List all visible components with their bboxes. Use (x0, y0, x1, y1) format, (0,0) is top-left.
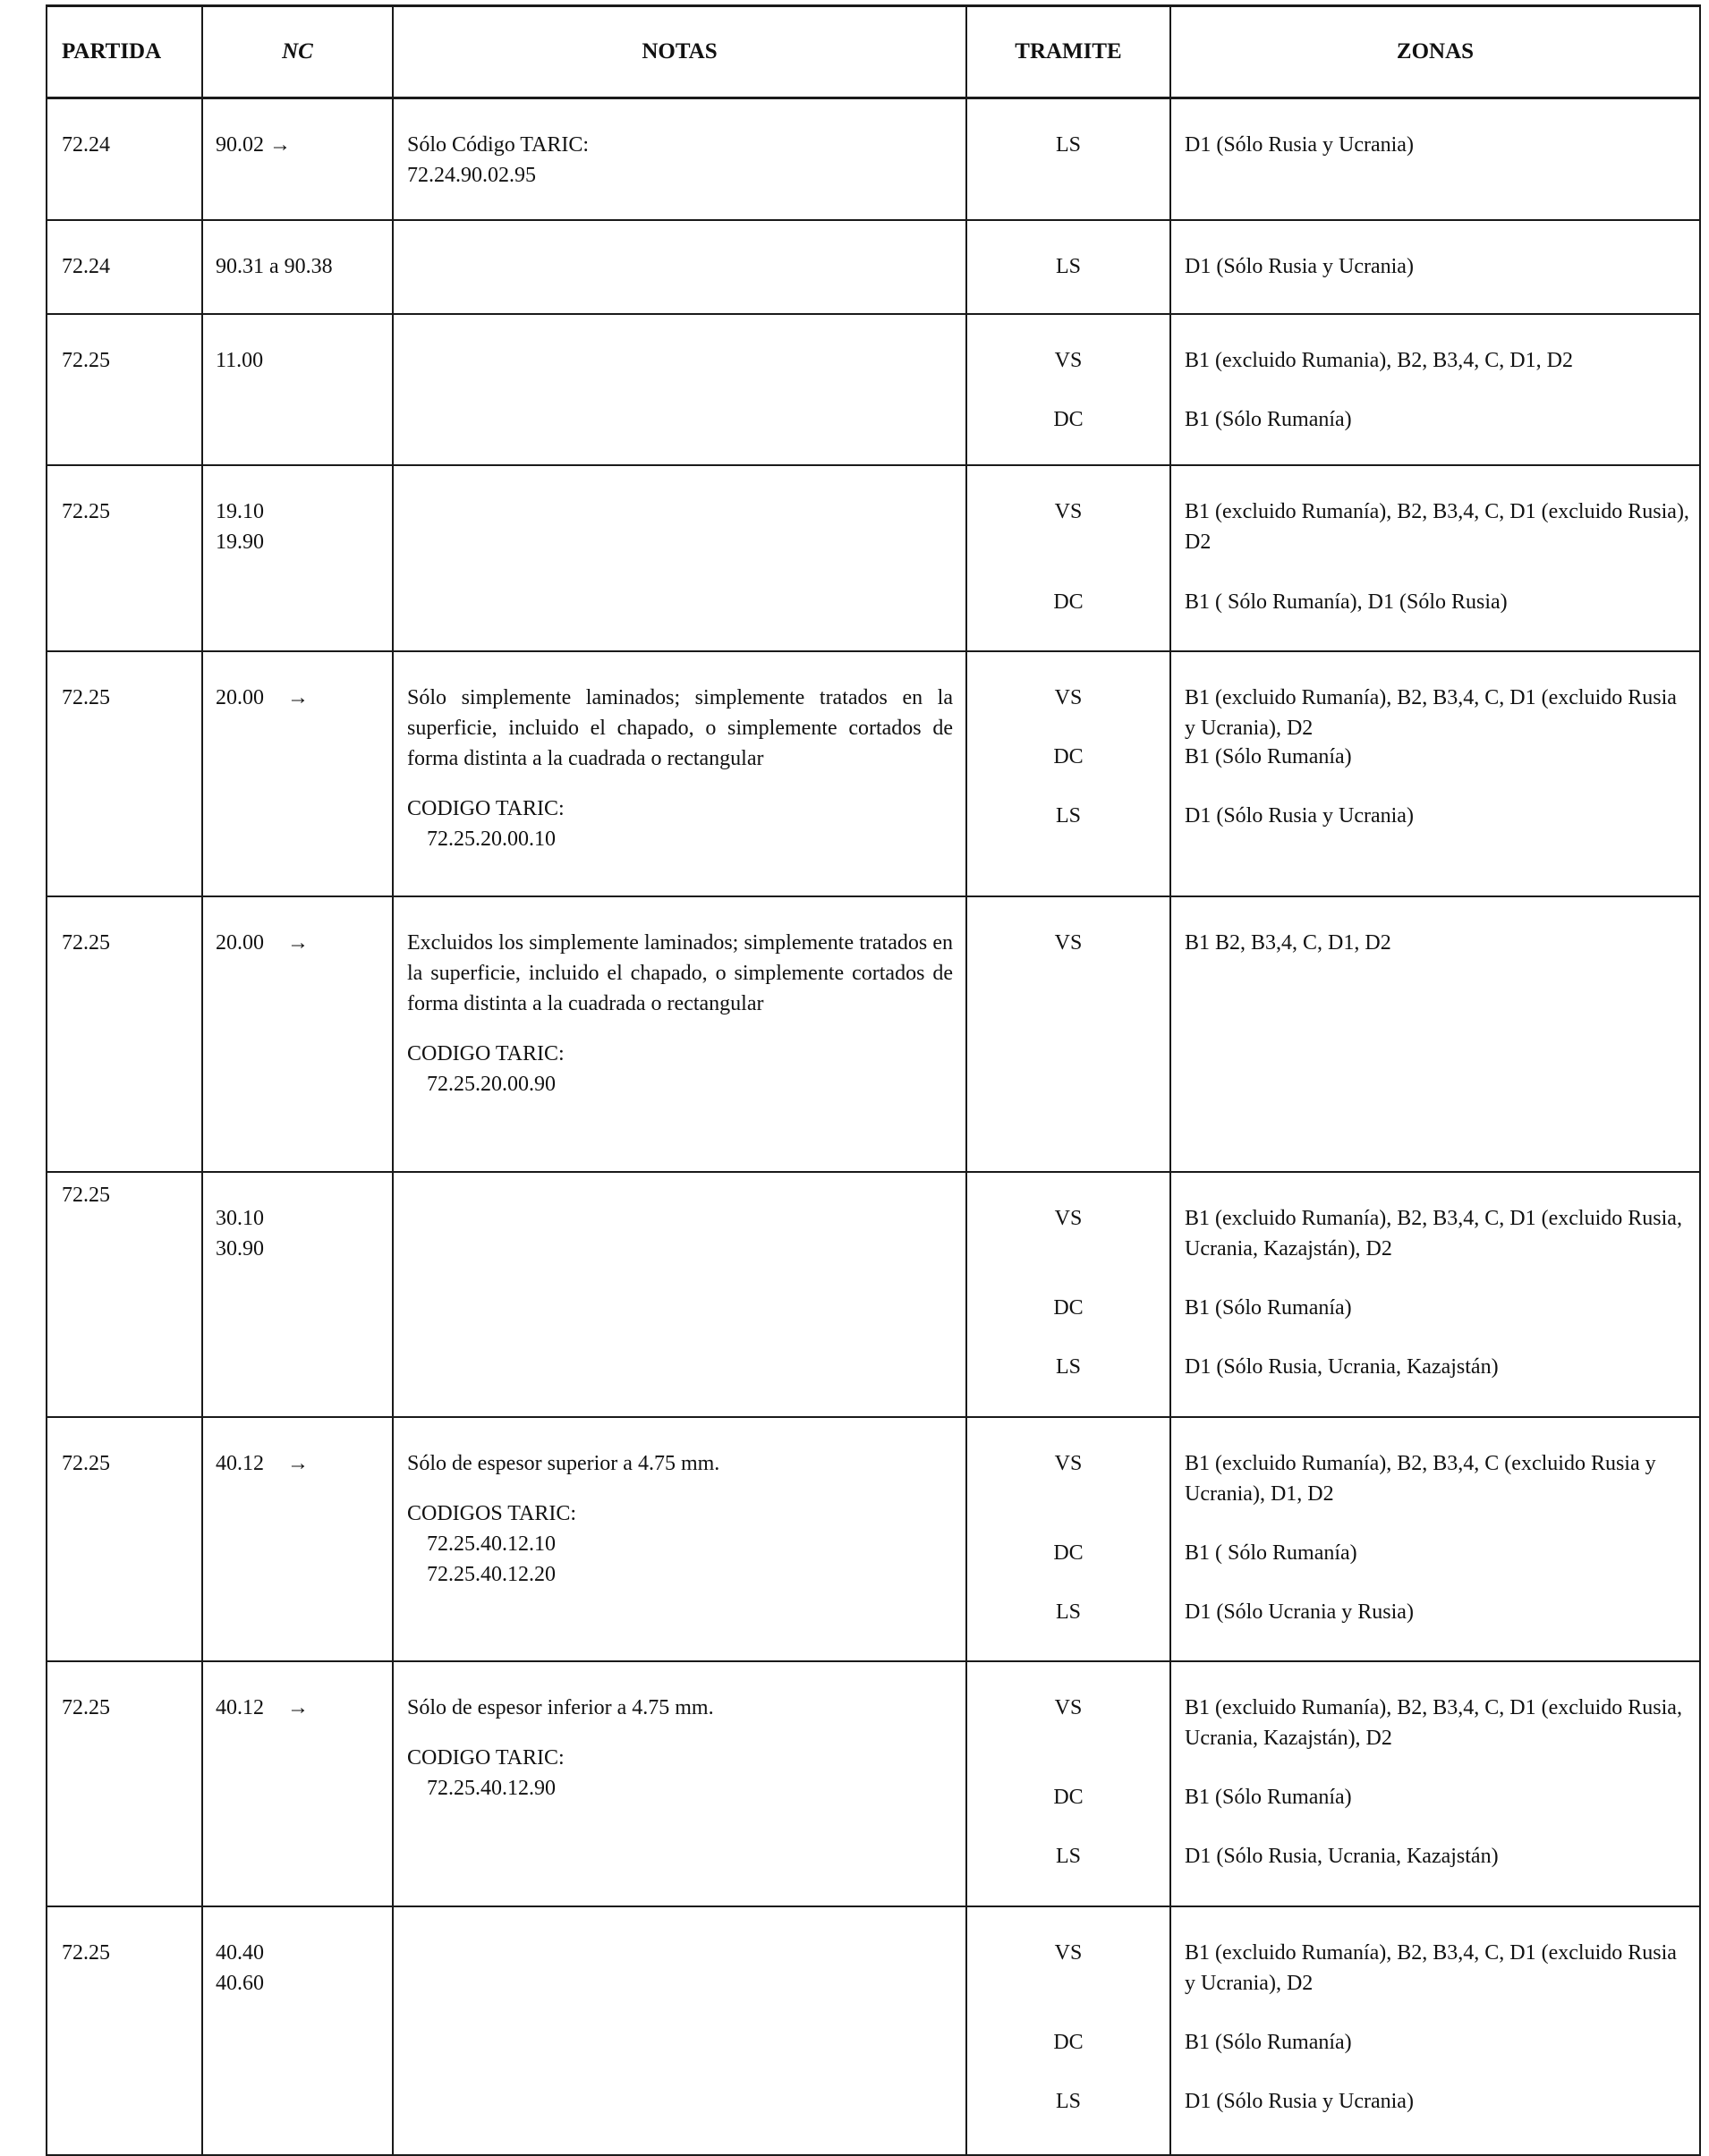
nc-code: 19.90 (216, 531, 264, 554)
taric-code: 72.25.40.12.10 (427, 1532, 556, 1556)
partida-cell: 72.25 (46, 652, 201, 896)
zonas-text: B1 (Sólo Rumanía) (1185, 745, 1352, 768)
partida-cell: 72.25 (46, 1418, 201, 1660)
zonas-cell (1169, 1173, 1701, 1416)
tramite-cell (965, 1662, 1169, 1906)
nc-cell (201, 315, 392, 464)
table-row (46, 466, 1701, 652)
zonas-text: B1 (excluido Rumanía), B2, B3,4, C, D1 (excluido Rusia), D2 (1185, 500, 1689, 554)
taric-label: CODIGO TARIC: (407, 1042, 565, 1065)
tramite-code: LS (1055, 2090, 1081, 2113)
tramite-code: DC (1053, 408, 1084, 431)
zonas-text: B1 (excluido Rumanía), B2, B3,4, C, D1 (excluido Rusia y Ucrania), D2 (1185, 1941, 1677, 1995)
partida-cell: 72.25 (46, 1662, 201, 1906)
nc-cell (201, 1173, 392, 1416)
zonas-cell (1169, 1662, 1701, 1906)
partida-cell: 72.25 (46, 315, 201, 464)
zonas-text: B1 B2, B3,4, C, D1, D2 (1185, 931, 1391, 955)
partida-cell: 72.25 (46, 466, 201, 650)
taric-label: CODIGOS TARIC: (407, 1502, 576, 1525)
notas-cell (392, 1173, 965, 1416)
tramite-code: LS (1055, 1845, 1081, 1868)
zonas-text: B1 (Sólo Rumanía) (1185, 1296, 1352, 1320)
zonas-text: B1 ( Sólo Rumanía) (1185, 1541, 1357, 1565)
tramite-code: DC (1053, 1541, 1084, 1565)
zonas-text: B1 (excluido Rumanía), B2, B3,4, C, D1 (excluido Rusia y Ucrania), D2 (1185, 686, 1677, 740)
table-row (46, 1418, 1701, 1662)
tramite-code: VS (1054, 1941, 1083, 1965)
notas-cell (392, 1418, 965, 1660)
tramite-code: DC (1053, 1296, 1084, 1320)
nc-code: 90.31 a 90.38 (216, 255, 333, 278)
tramite-cell (965, 99, 1169, 219)
taric-code: 72.24.90.02.95 (407, 164, 536, 187)
tramite-cell (965, 897, 1169, 1171)
notas-cell (392, 1907, 965, 2154)
taric-code: 72.25.40.12.90 (427, 1777, 556, 1800)
taric-label: CODIGO TARIC: (407, 797, 565, 820)
notas-cell (392, 897, 965, 1171)
table-row (46, 99, 1701, 221)
table-row (46, 897, 1701, 1173)
nc-cell (201, 652, 392, 896)
tramite-cell (965, 221, 1169, 313)
zonas-cell (1169, 1418, 1701, 1660)
notas-cell (392, 1662, 965, 1906)
table-row (46, 315, 1701, 466)
zonas-text: D1 (Sólo Rusia y Ucrania) (1185, 133, 1414, 157)
note-text: Sólo simplemente laminados; simplemente tratados en la superficie, incluido el chapado, o simplemente cortados de forma distinta a la cuadrada o rectangular (407, 686, 953, 770)
nc-code: 20.00 (216, 686, 264, 709)
nc-code: 20.00 (216, 931, 264, 955)
note-text: Excluidos los simplemente laminados; simplemente tratados en la superficie, incluido el chapado, o simplemente cortados de forma distinta a la cuadrada o rectangular (407, 931, 953, 1015)
notas-cell (392, 652, 965, 896)
tramite-code: DC (1053, 745, 1084, 768)
zonas-cell (1169, 897, 1701, 1171)
partida-cell: 72.24 (46, 221, 201, 313)
zonas-text: B1 (excluido Rumanía), B2, B3,4, C, D1 (excluido Rusia, Ucrania, Kazajstán), D2 (1185, 1207, 1682, 1260)
nc-code: 11.00 (216, 349, 264, 372)
nc-code: 19.10 (216, 500, 264, 523)
table-header (46, 4, 1701, 99)
zonas-text: B1 (excluido Rumanía), B2, B3,4, C (excluido Rusia y Ucrania), D1, D2 (1185, 1452, 1656, 1506)
partida-cell: 72.24 (46, 99, 201, 219)
notas-cell (392, 466, 965, 650)
tramite-cell (965, 1418, 1169, 1660)
tramite-code: LS (1055, 255, 1081, 278)
zonas-text: B1 (Sólo Rumanía) (1185, 1786, 1352, 1809)
tramite-code: LS (1055, 133, 1081, 157)
nc-code: 40.12 (216, 1696, 264, 1719)
tramite-code: DC (1053, 1786, 1084, 1809)
nc-code: 30.10 (216, 1207, 264, 1230)
notas-cell (392, 221, 965, 313)
tramite-code: VS (1054, 931, 1083, 955)
nc-cell (201, 221, 392, 313)
tramite-cell (965, 1907, 1169, 2154)
taric-code: 72.25.20.00.90 (427, 1073, 556, 1096)
header-partida: PARTIDA (46, 7, 201, 97)
partida-cell: 72.25 (46, 1907, 201, 2154)
tramite-code: VS (1054, 1207, 1083, 1230)
table-row (46, 652, 1701, 897)
nc-cell (201, 897, 392, 1171)
nc-cell (201, 1662, 392, 1906)
zonas-text: D1 (Sólo Rusia y Ucrania) (1185, 255, 1414, 278)
header-nc: NC (201, 7, 392, 97)
table-row (46, 1662, 1701, 1907)
tramite-code: DC (1053, 2031, 1084, 2054)
notas-cell (392, 99, 965, 219)
header-notas: NOTAS (392, 7, 965, 97)
zonas-cell (1169, 652, 1701, 896)
tramite-cell (965, 1173, 1169, 1416)
zonas-text: B1 (excluido Rumania), B2, B3,4, C, D1, D2 (1185, 349, 1573, 372)
table-row (46, 1173, 1701, 1418)
zonas-text: B1 (excluido Rumanía), B2, B3,4, C, D1 (excluido Rusia, Ucrania, Kazajstán), D2 (1185, 1696, 1682, 1750)
tramite-cell (965, 315, 1169, 464)
nc-cell (201, 99, 392, 219)
tramite-code: VS (1054, 686, 1083, 709)
header-tramite: TRAMITE (965, 7, 1169, 97)
header-zonas: ZONAS (1169, 7, 1701, 97)
taric-code: 72.25.40.12.20 (427, 1563, 556, 1586)
nc-code: 30.90 (216, 1237, 264, 1260)
notas-cell (392, 315, 965, 464)
tramite-cell (965, 652, 1169, 896)
zonas-text: D1 (Sólo Rusia y Ucrania) (1185, 2090, 1414, 2113)
table-row (46, 1907, 1701, 2156)
zonas-cell (1169, 315, 1701, 464)
nc-code: 40.60 (216, 1972, 264, 1995)
arrow-right-icon: → (287, 931, 309, 955)
tramite-code: LS (1055, 1600, 1081, 1624)
tramite-code: VS (1054, 1696, 1083, 1719)
zonas-cell (1169, 1907, 1701, 2154)
zonas-text: D1 (Sólo Rusia, Ucrania, Kazajstán) (1185, 1355, 1499, 1379)
partida-cell: 72.25 (46, 1173, 201, 1416)
tramite-code: DC (1053, 590, 1084, 614)
nc-cell (201, 1418, 392, 1660)
note-text: Sólo de espesor superior a 4.75 mm. (407, 1452, 720, 1475)
zonas-text: D1 (Sólo Ucrania y Rusia) (1185, 1600, 1414, 1624)
nc-cell (201, 1907, 392, 2154)
nc-code: 40.40 (216, 1941, 264, 1965)
taric-code: 72.25.20.00.10 (427, 828, 556, 851)
partida-cell: 72.25 (46, 897, 201, 1171)
nc-cell (201, 466, 392, 650)
zonas-text: B1 (Sólo Rumanía) (1185, 408, 1352, 431)
tramite-code: VS (1054, 1452, 1083, 1475)
zonas-text: D1 (Sólo Rusia, Ucrania, Kazajstán) (1185, 1845, 1499, 1868)
nc-code: 90.02 → (216, 133, 291, 157)
tramite-cell (965, 466, 1169, 650)
tramite-code: VS (1054, 500, 1083, 523)
arrow-right-icon: → (287, 1696, 309, 1719)
note-text: Sólo Código TARIC: (407, 133, 590, 157)
zonas-text: B1 (Sólo Rumanía) (1185, 2031, 1352, 2054)
taric-label: CODIGO TARIC: (407, 1746, 565, 1770)
zonas-cell (1169, 99, 1701, 219)
tramite-code: LS (1055, 1355, 1081, 1379)
zonas-text: D1 (Sólo Rusia y Ucrania) (1185, 804, 1414, 828)
zonas-cell (1169, 466, 1701, 650)
nc-code: 40.12 (216, 1452, 264, 1475)
tramite-code: VS (1054, 349, 1083, 372)
arrow-right-icon: → (287, 1452, 309, 1475)
note-text: Sólo de espesor inferior a 4.75 mm. (407, 1696, 714, 1719)
table-row (46, 221, 1701, 315)
zonas-cell (1169, 221, 1701, 313)
zonas-text: B1 ( Sólo Rumanía), D1 (Sólo Rusia) (1185, 590, 1508, 614)
tramite-code: LS (1055, 804, 1081, 828)
arrow-right-icon: → (287, 686, 309, 709)
customs-table (46, 4, 1701, 2156)
